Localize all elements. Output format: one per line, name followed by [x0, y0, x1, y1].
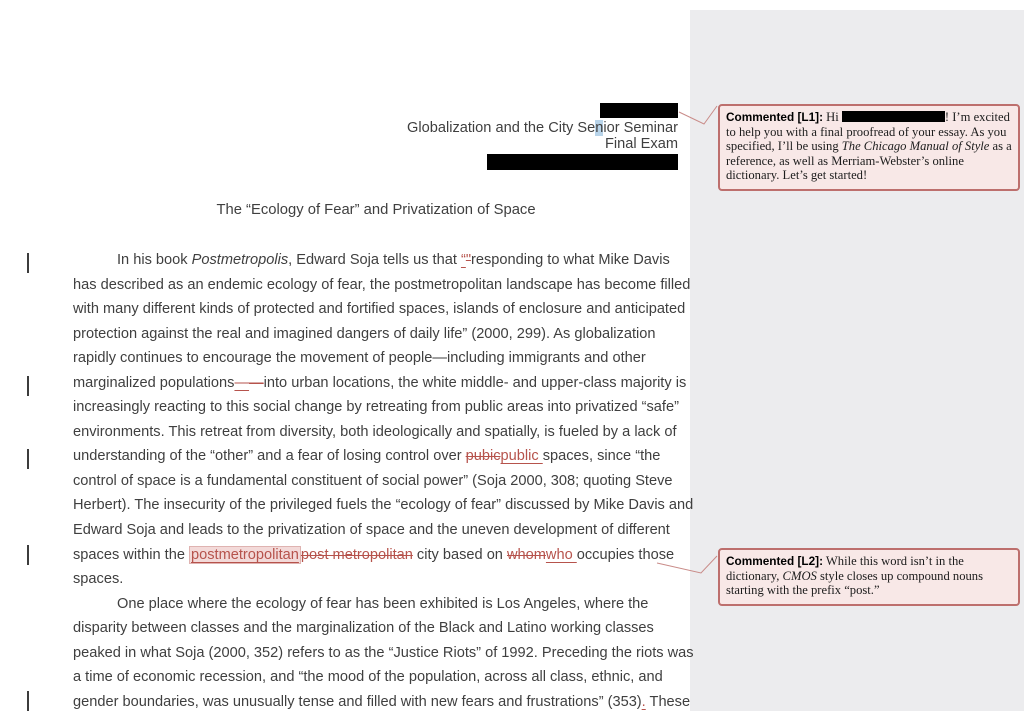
body-text-line[interactable] — [73, 444, 713, 469]
text-segment-ins: — — [234, 374, 250, 391]
text-segment: responding to what Mike Davis — [471, 252, 670, 268]
text-segment: Hi — [823, 110, 842, 124]
text-segment-sel: n — [595, 120, 604, 136]
text-segment-del: post metropolitan — [300, 546, 413, 563]
text-segment: spaces within the — [73, 546, 190, 563]
text-segment: with many different kinds of protected and fortified spaces, islands of enclosure and anticipated — [73, 301, 686, 318]
text-segment: city based on — [412, 546, 507, 563]
text-segment-ins: who — [545, 546, 577, 563]
text-segment: marginalized populations — [73, 374, 235, 391]
text-segment-it: CMOS — [782, 568, 817, 583]
body-text-line[interactable] — [73, 346, 713, 371]
text-segment: ! I’m excited to help you with a final proofread of your essay. As you specified, I’ll be using — [726, 110, 1010, 154]
body-text-line[interactable] — [73, 493, 713, 518]
text-segment: spaces. — [73, 571, 124, 588]
text-segment: Herbert). The insecurity of the privileged fuels the “ecology of fear” discussed by Mike Davis and — [73, 497, 694, 514]
text-segment: One place where the ecology of fear has been exhibited is Los Angeles, where the — [117, 595, 649, 612]
tracked-change-margin-bar — [27, 691, 29, 711]
text-segment: spaces, since “the — [542, 448, 661, 465]
redaction-bar-inline — [842, 111, 945, 122]
text-segment: understanding of the “other” and a fear of losing control over — [73, 448, 466, 465]
text-segment-del: pubic — [465, 448, 501, 465]
text-segment: rapidly continues to encourage the movement of people—including immigrants and other — [73, 350, 646, 367]
document-header[interactable] — [407, 120, 678, 152]
text-segment: into urban locations, the white middle- and upper-class majority is — [263, 374, 687, 391]
body-text-line[interactable] — [73, 543, 713, 568]
text-segment: In his book — [117, 252, 192, 268]
text-segment-it: Postmetropolis — [191, 252, 289, 268]
text-segment: These — [645, 693, 691, 710]
text-segment: gender boundaries, was unusually tense and filled with new fears and frustrations” (353) — [73, 693, 642, 710]
comment-balloon-l2[interactable] — [718, 548, 1020, 606]
tracked-change-margin-bar — [27, 253, 29, 273]
redaction-bar-header-top — [600, 103, 678, 118]
body-text-line[interactable] — [73, 518, 713, 543]
text-segment-it: The Chicago Manual of Style — [841, 139, 990, 154]
text-segment: style closes up compound nouns starting with the prefix “post.” — [726, 568, 983, 598]
body-text-line[interactable] — [73, 616, 713, 641]
tracked-change-margin-bar — [27, 449, 29, 469]
text-segment: While this word isn’t in the dictionary, — [726, 554, 964, 583]
comment-balloon-l1[interactable] — [718, 104, 1020, 191]
text-segment: has described as an endemic ecology of fear, the postmetropolitan landscape has become filled — [73, 276, 691, 293]
header-line — [407, 120, 678, 136]
tracked-change-margin-bar — [27, 376, 29, 396]
text-segment: occupies those — [576, 546, 675, 563]
body-text-line[interactable] — [73, 371, 713, 396]
body-text-line[interactable] — [73, 690, 713, 711]
text-segment-anchor: postmetropolitan — [191, 546, 299, 563]
tracked-change-margin-bar — [27, 545, 29, 565]
text-segment-del: — — [249, 374, 264, 391]
body-text-line[interactable] — [73, 297, 713, 322]
body-text-line[interactable] — [73, 592, 713, 617]
text-segment: peaked in what Soja (2000, 352) refers to as the “Justice Riots” of 1992. Preceding the riots was — [73, 644, 694, 661]
text-segment: protection against the real and imagined dangers of daily life” (2000, 299). As globalization — [73, 325, 656, 342]
text-segment: Edward Soja and leads to the privatization of space and the uneven development of different — [73, 522, 670, 539]
text-segment: environments. This retreat from diversity, both ideologically and spatially, is fueled by a lack of — [73, 423, 677, 440]
comment-label: Commented [L2]: — [726, 554, 823, 568]
text-segment: as a reference, as well as Merriam-Webster’s online dictionary. Let’s get started! — [726, 139, 1012, 183]
redaction-bar-header-bottom — [487, 154, 678, 170]
text-segment: Globalization and the City Se — [407, 120, 596, 136]
body-text-line[interactable] — [73, 248, 713, 273]
text-segment: control of space is a fundamental constituent of social power” (Soja 2000, 308; quoting Steve — [73, 472, 673, 489]
body-text-line[interactable] — [73, 395, 713, 420]
text-segment: ior Seminar — [603, 120, 678, 136]
text-segment-del: whom — [506, 546, 546, 563]
text-segment-ins: public — [500, 448, 543, 465]
body-text-line[interactable] — [73, 567, 713, 592]
body-text[interactable] — [73, 248, 713, 711]
body-text-line[interactable] — [73, 322, 713, 347]
text-segment: a time of economic recession, and “the mood of the population, across all class, ethnic, and — [73, 669, 663, 686]
body-text-line[interactable] — [73, 469, 713, 494]
text-segment: disparity between classes and the marginalization of the Black and Latino working classes — [73, 620, 654, 637]
body-text-line[interactable] — [73, 641, 713, 666]
page-title[interactable]: The “Ecology of Fear” and Privatization of Space — [216, 202, 536, 218]
body-text-line[interactable] — [73, 273, 713, 298]
text-segment: , Edward Soja tells us that — [288, 252, 461, 268]
body-text-line[interactable] — [73, 420, 713, 445]
text-segment-del: " — [465, 252, 472, 268]
text-segment: Final Exam — [605, 136, 678, 152]
body-text-line[interactable] — [73, 665, 713, 690]
text-segment: increasingly reacting to this social change by retreating from public areas into privatized “safe” — [73, 399, 679, 416]
comment-label: Commented [L1]: — [726, 110, 823, 124]
text-segment-ins: . — [641, 693, 646, 710]
text-segment-ins: “ — [460, 252, 466, 268]
header-line — [407, 136, 678, 152]
